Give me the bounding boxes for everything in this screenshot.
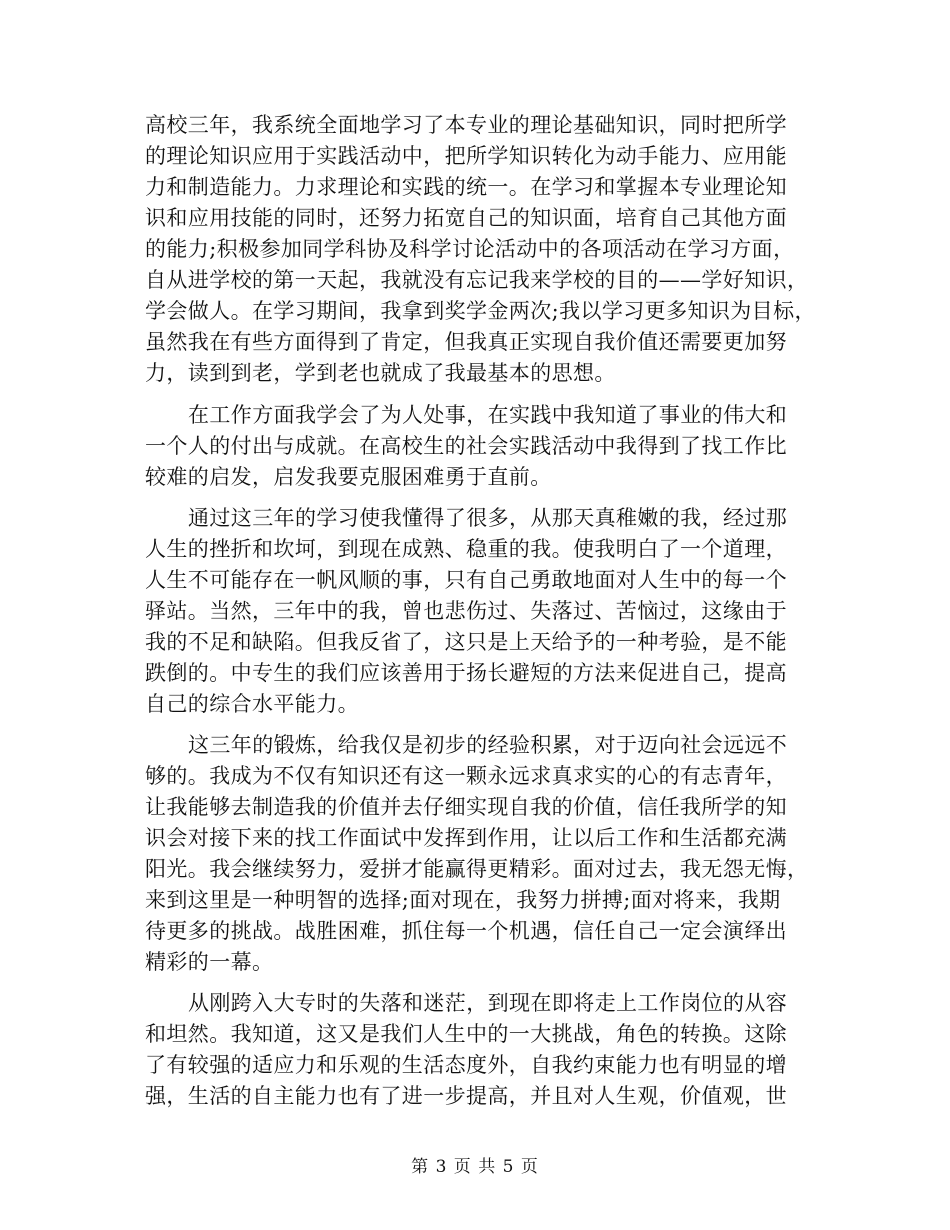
text-line: 虽然我在有些方面得到了肯定，但我真正实现自我价值还需要更加努 — [145, 330, 787, 354]
text-line: 阳光。我会继续努力，爱拼才能赢得更精彩。面对过去，我无怨无悔， — [145, 857, 809, 881]
text-line: 一个人的付出与成就。在高校生的社会实践活动中我得到了找工作比 — [145, 434, 787, 458]
text-line: 较难的启发，启发我要克服困难勇于直前。 — [145, 465, 552, 489]
text-line: 待更多的挑战。战胜困难，抓住每一个机遇，信任自己一定会演绎出 — [145, 919, 787, 943]
paragraph-first-line: 在工作方面我学会了为人处事，在实践中我知道了事业的伟大和 — [188, 403, 788, 427]
paragraph-first-line: 这三年的锻炼，给我仅是初步的经验积累，对于迈向社会远远不 — [188, 733, 788, 757]
text-line: 和坦然。我知道，这又是我们人生中的一大挑战，角色的转换。这除 — [145, 1022, 787, 1046]
text-line: 精彩的一幕。 — [145, 950, 274, 974]
text-line: 人生不可能存在一帆风顺的事，只有自己勇敢地面对人生中的每一个 — [145, 568, 787, 592]
text-line: 来到这里是一种明智的选择;面对现在，我努力拼搏;面对将来，我期 — [145, 888, 781, 912]
text-line: 高校三年，我系统全面地学习了本专业的理论基础知识，同时把所学 — [145, 113, 787, 137]
text-line: 学会做人。在学习期间，我拿到奖学金两次;我以学习更多知识为目标， — [145, 299, 816, 323]
text-line: 自从进学校的第一天起，我就没有忘记我来学校的目的——学好知识， — [145, 268, 809, 292]
paragraph-first-line: 从刚跨入大专时的失落和迷茫，到现在即将走上工作岗位的从容 — [188, 991, 788, 1015]
text-line: 识和应用技能的同时，还努力拓宽自己的知识面，培育自己其他方面 — [145, 206, 787, 230]
text-line: 跌倒的。中专生的我们应该善用于扬长避短的方法来促进自己，提高 — [145, 661, 787, 685]
text-line: 驿站。当然，三年中的我，曾也悲伤过、失落过、苦恼过，这缘由于 — [145, 599, 787, 623]
text-line: 力，读到到老，学到老也就成了我最基本的思想。 — [145, 361, 616, 385]
page-number-footer: 第 3 页 共 5 页 — [411, 1157, 539, 1177]
text-line: 力和制造能力。力求理论和实践的统一。在学习和掌握本专业理论知 — [145, 175, 787, 199]
text-line: 自己的综合水平能力。 — [145, 692, 359, 716]
text-line: 识会对接下来的找工作面试中发挥到作用，让以后工作和生活都充满 — [145, 826, 787, 850]
text-line: 我的不足和缺陷。但我反省了，这只是上天给予的一种考验，是不能 — [145, 630, 787, 654]
paragraph-first-line: 通过这三年的学习使我懂得了很多，从那天真稚嫩的我，经过那 — [188, 506, 788, 530]
text-line: 的理论知识应用于实践活动中，把所学知识转化为动手能力、应用能 — [145, 144, 787, 168]
text-line: 强，生活的自主能力也有了进一步提高，并且对人生观，价值观，世 — [145, 1084, 787, 1108]
text-line: 了有较强的适应力和乐观的生活态度外，自我约束能力也有明显的增 — [145, 1053, 787, 1077]
text-line: 人生的挫折和坎坷，到现在成熟、稳重的我。使我明白了一个道理， — [145, 537, 787, 561]
text-line: 的能力;积极参加同学科协及科学讨论活动中的各项活动在学习方面， — [145, 237, 795, 261]
text-line: 让我能够去制造我的价值并去仔细实现自我的价值，信任我所学的知 — [145, 795, 787, 819]
text-line: 够的。我成为不仅有知识还有这一颗永远求真求实的心的有志青年， — [145, 764, 787, 788]
